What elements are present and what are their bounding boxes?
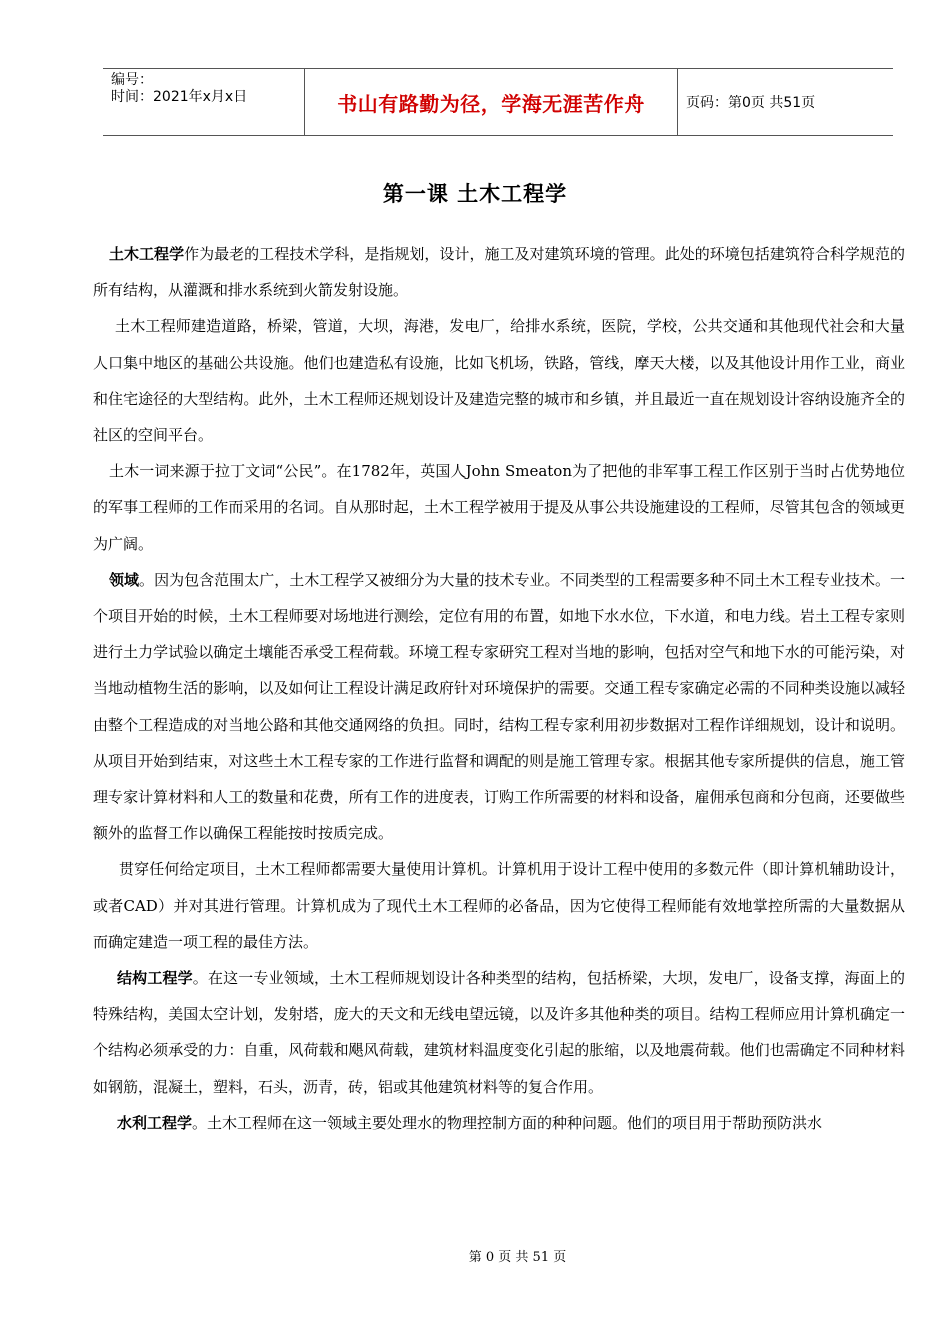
paragraph-text: 土木一词来源于拉丁文词“公民”。在1782年，英国人John Smeaton为了把他的非军事工程工作区别于当时占优势地位的军事工程师的工作而采用的名词。自从那时起，土木工程学被用于提及从事公共设施建设的工程师，尽管其包含的领域更为广阔。 xyxy=(93,462,905,553)
serial-number-label: 编号： xyxy=(111,72,153,88)
paragraph-lead: 土木工程学 xyxy=(109,245,185,263)
paragraph-lead: 领域 xyxy=(109,570,140,589)
paragraph-text: 作为最老的工程技术学科，是指规划，设计，施工及对建筑环境的管理。此处的环境包括建筑符合科学规范的所有结构，从灌溉和排水系统到火箭发射设施。 xyxy=(93,245,905,300)
paragraph-6 xyxy=(93,960,905,1105)
paragraph-text: 。因为包含范围太广，土木工程学又被细分为大量的技术专业。不同类型的工程需要多种不同土木工程专业技术。一个项目开始的时候，土木工程师要对场地进行测绘，定位有用的布置，如地下水水位，下水道，和电力线。岩土工程专家则进行土力学试验以确定土壤能否承受工程荷载。环境工程专家研究工程对当地的影响，包括对空气和地下水的可能污染，对当地动植物生活的影响，以及如何让工程设计满足政府针对环境保护的需要。交通工程专家确定必需的不同种类设施以减轻由整个工程造成的对当地公路和其他交通网络的负担。同时，结构工程专家利用初步数据对工程作详细规划，设计和说明。从项目开始到结束，对这些土木工程专家的工作进行监督和调配的则是施工管理专家。根据其他专家所提供的信息，施工管理专家计算材料和人工的数量和花费，所有工作的进度表，订购工作所需要的材料和设备，雇佣承包商和分包商，还要做些额外的监督工作以确保工程能按时按质完成。 xyxy=(93,570,905,843)
paragraph-5 xyxy=(93,851,905,960)
paragraph-4 xyxy=(93,562,905,852)
paragraph-2 xyxy=(93,308,905,453)
paragraph-1 xyxy=(93,236,905,308)
paragraph-text: 土木工程师建造道路，桥梁，管道，大坝，海港，发电厂，给排水系统，医院，学校，公共交通和其他现代社会和大量人口集中地区的基础公共设施。他们也建造私有设施，比如飞机场，铁路，管线，摩天大楼，以及其他设计用作工业，商业和住宅途径的大型结构。此外，土木工程师还规划设计及建造完整的城市和乡镇，并且最近一直在规划设计容纳设施齐全的社区的空间平台。 xyxy=(93,317,905,445)
paragraph-text: 。土木工程师在这一领域主要处理水的物理控制方面的种种问题。他们的项目用于帮助预防洪水 xyxy=(192,1113,823,1132)
paragraph-7 xyxy=(93,1105,905,1141)
paragraph-text: 贯穿任何给定项目，土木工程师都需要大量使用计算机。计算机用于设计工程中使用的多数元件（即计算机辅助设计，或者CAD）并对其进行管理。计算机成为了现代土木工程师的必备品，因为它使得工程师能有效地掌控所需的大量数据从而确定建造一项工程的最佳方法。 xyxy=(93,860,905,951)
page-footer: 第 0 页 共 51 页 xyxy=(468,1250,567,1265)
motto: 书山有路勤为径，学海无涯苦作舟 xyxy=(304,69,678,135)
header-meta xyxy=(103,69,304,135)
paragraph-lead: 结构工程学 xyxy=(117,969,193,988)
paragraph-3 xyxy=(93,453,905,562)
page-info: 页码：第0页 共51页 xyxy=(686,95,816,111)
date-label: 时间：2021年x月x日 xyxy=(111,89,248,105)
paragraph-text: 。在这一专业领域，土木工程师规划设计各种类型的结构，包括桥梁，大坝，发电厂，设备支撑，海面上的特殊结构，美国太空计划，发射塔，庞大的天文和无线电望远镜，以及许多其他种类的项目。结构工程师应用计算机确定一个结构必须承受的力：自重，风荷载和飓风荷载，建筑材料温度变化引起的胀缩，以及地震荷载。他们也需确定不同种材料如钢筋，混凝土，塑料，石头，沥青，砖，铝或其他建筑材料等的复合作用。 xyxy=(93,969,905,1096)
page-title: 第一课 土木工程学 xyxy=(382,182,568,206)
paragraph-lead: 水利工程学 xyxy=(117,1113,193,1132)
document-body xyxy=(93,236,905,1141)
document-header xyxy=(103,68,893,136)
